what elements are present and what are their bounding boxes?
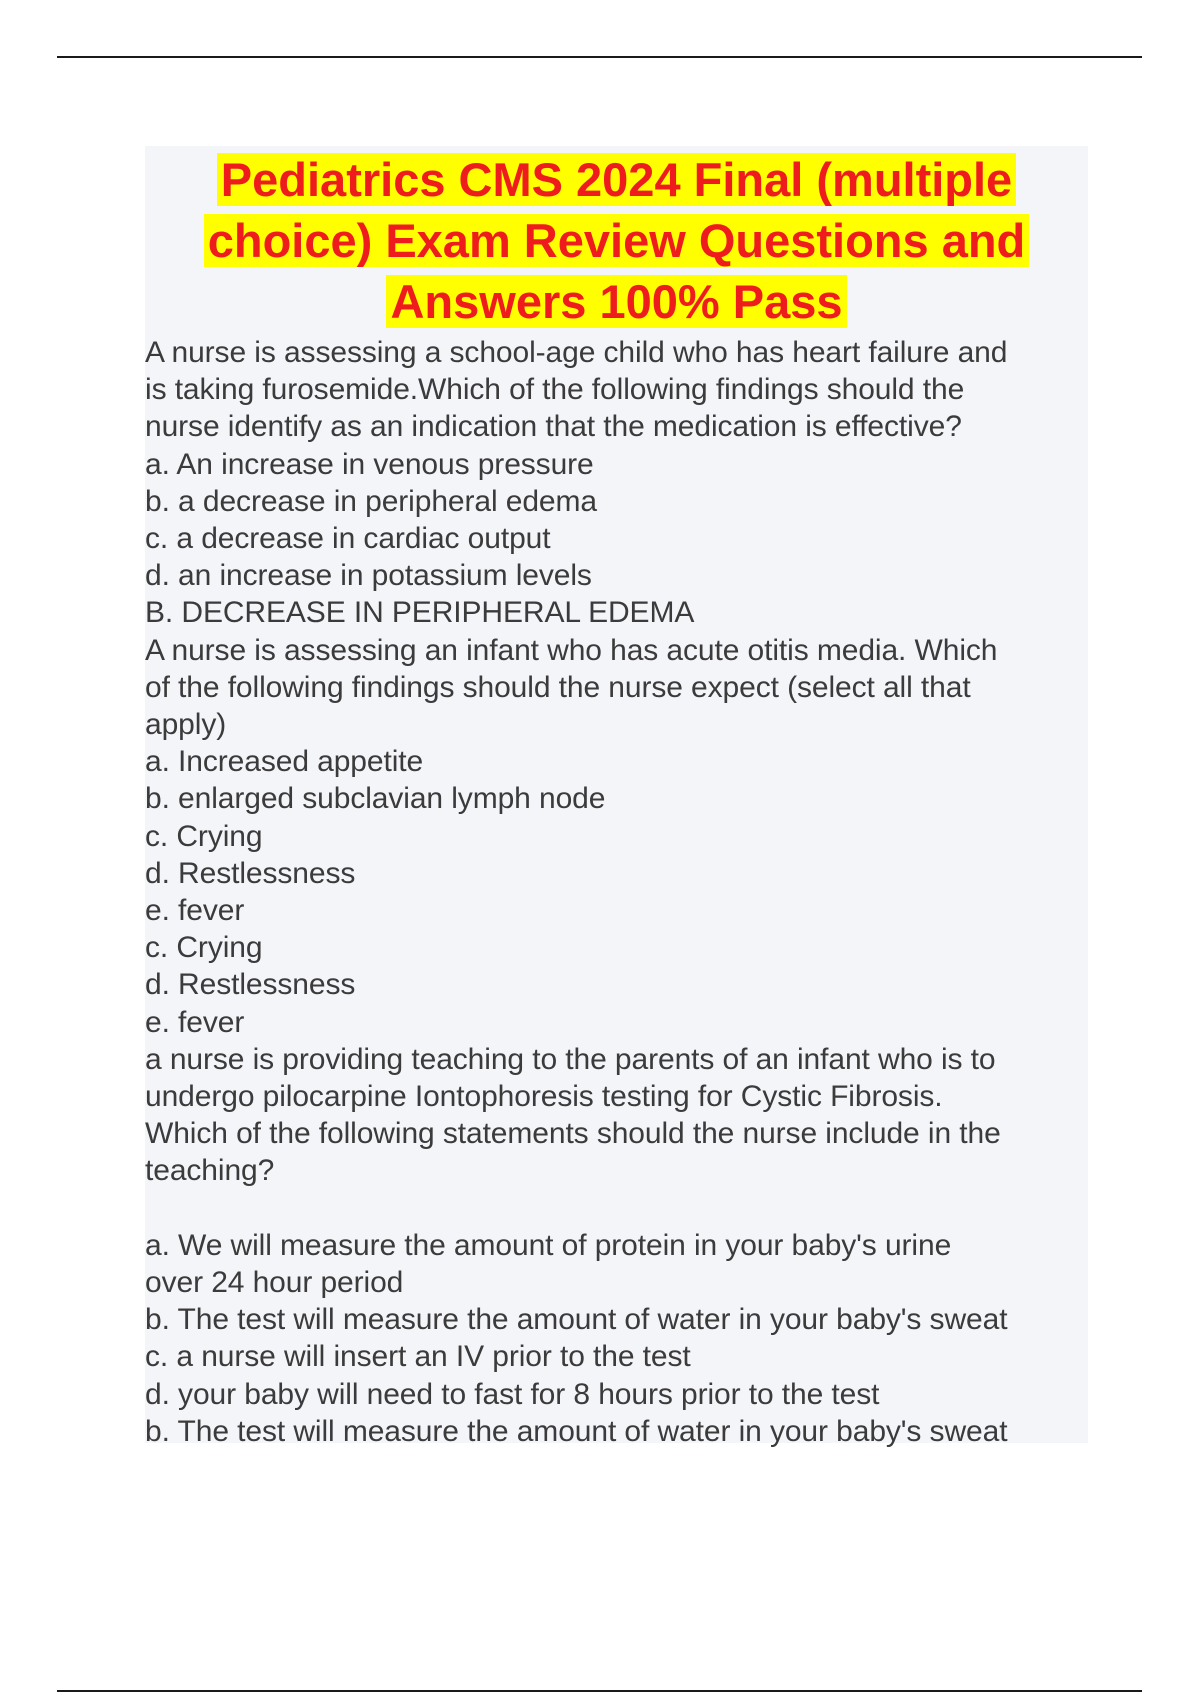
- title-highlight: [204, 153, 1030, 328]
- title-line-2: choice) Exam Review Questions and: [207, 214, 1026, 267]
- text-line: d. an increase in potassium levels: [145, 559, 592, 593]
- text-line: a. We will measure the amount of protein in your baby's urine: [145, 1228, 952, 1262]
- text-line: c. a nurse will insert an IV prior to the test: [145, 1340, 691, 1374]
- title-line-3: Answers 100% Pass: [390, 275, 843, 328]
- text-line: undergo pilocarpine Iontophoresis testing for Cystic Fibrosis.: [145, 1080, 943, 1114]
- question-text: [145, 332, 1088, 1450]
- text-line: a nurse is providing teaching to the parents of an infant who is to: [145, 1042, 996, 1076]
- text-line: nurse identify as an indication that the medication is effective?: [145, 410, 962, 444]
- text-line: of the following findings should the nurse expect (select all that: [145, 670, 971, 704]
- top-rule: [57, 56, 1142, 58]
- text-line: b. enlarged subclavian lymph node: [145, 782, 606, 816]
- text-line: c. Crying: [145, 931, 263, 965]
- text-line: d. Restlessness: [145, 856, 356, 890]
- text-line: Which of the following statements should the nurse include in the: [145, 1117, 1001, 1151]
- text-line: d. your baby will need to fast for 8 hours prior to the test: [145, 1377, 880, 1411]
- text-line: c. a decrease in cardiac output: [145, 522, 551, 556]
- text-line: a. An increase in venous pressure: [145, 447, 594, 481]
- text-line: e. fever: [145, 1005, 245, 1039]
- text-line: e. fever: [145, 894, 245, 928]
- text-line: teaching?: [145, 1154, 275, 1188]
- text-line: A nurse is assessing an infant who has acute otitis media. Which: [145, 633, 998, 667]
- text-line: d. Restlessness: [145, 968, 356, 1002]
- text-line: apply): [145, 708, 227, 742]
- text-line: b. a decrease in peripheral edema: [145, 484, 597, 518]
- text-line: is taking furosemide.Which of the following findings should the: [145, 373, 965, 407]
- text-line: A nurse is assessing a school-age child who has heart failure and: [145, 336, 1008, 369]
- text-line: a. Increased appetite: [145, 745, 424, 779]
- document-title: [145, 146, 1088, 332]
- bottom-rule: [57, 1690, 1142, 1692]
- title-line-1: Pediatrics CMS 2024 Final (multiple: [220, 153, 1013, 206]
- text-line: B. DECREASE IN PERIPHERAL EDEMA: [145, 596, 695, 630]
- text-line: over 24 hour period: [145, 1266, 404, 1300]
- text-line: c. Crying: [145, 819, 263, 853]
- text-line: b. The test will measure the amount of water in your baby's sweat: [145, 1414, 1008, 1448]
- content-panel: [145, 146, 1088, 1448]
- text-line: b. The test will measure the amount of water in your baby's sweat: [145, 1303, 1008, 1337]
- blank-line: [145, 1190, 1088, 1227]
